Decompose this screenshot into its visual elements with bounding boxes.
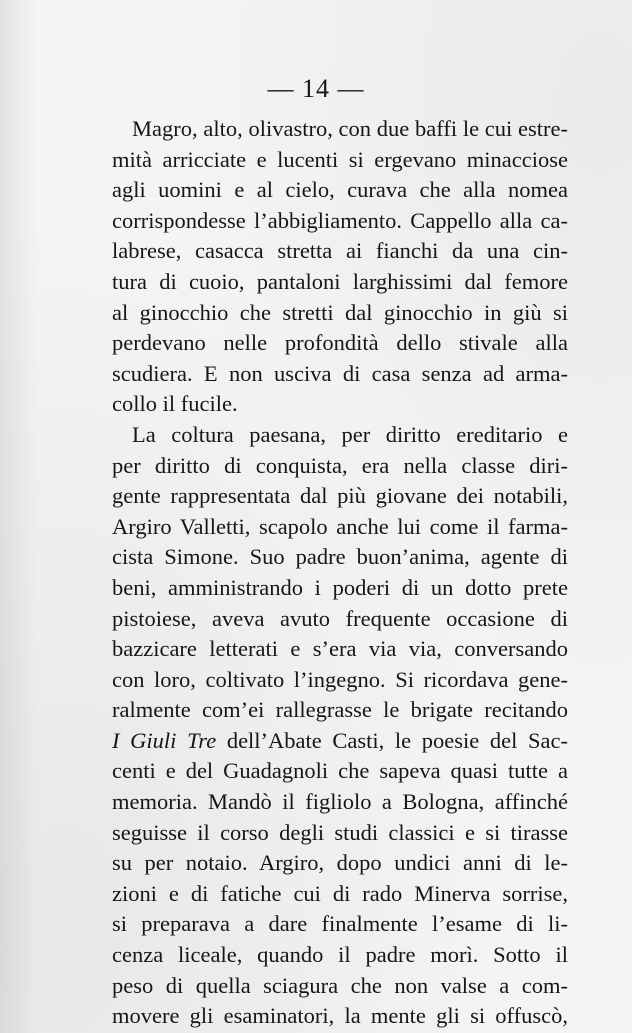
text-line: perdevano nelle profondità dello stivale alla: [112, 330, 568, 356]
text-line: labrese, casacca stretta ai fianchi da una cin-: [112, 238, 568, 264]
text-line: agli uomini e al cielo, curava che alla nomea: [112, 177, 568, 203]
text-line: bazzicare letterati e s’era via via, conversando: [112, 636, 568, 662]
text-line: beni, amministrando i poderi di un dotto prete: [112, 574, 568, 600]
text-line: cista Simone. Suo padre buon’anima, agente di: [112, 544, 568, 570]
text-line: ralmente com’ei rallegrasse le brigate recitando: [112, 697, 568, 723]
text-line: Argiro Valletti, scapolo anche lui come il farma-: [112, 513, 568, 539]
text-line: al ginocchio che stretti dal ginocchio in giù si: [112, 299, 568, 325]
text-line: memoria. Mandò il figliolo a Bologna, affinché: [112, 789, 568, 815]
text-line: I Giuli Tre dell’Abate Casti, le poesie del Sac-: [112, 727, 568, 753]
text-line: gente rappresentata dal più giovane dei notabili,: [112, 483, 568, 509]
text-line: seguisse il corso degli studi classici e si tirasse: [112, 819, 568, 845]
text-line: scudiera. E non usciva di casa senza ad arma-: [112, 360, 568, 386]
text-line: movere gli esaminatori, la mente gli si offuscò,: [112, 1003, 568, 1029]
text-line: su per notaio. Argiro, dopo undici anni di le-: [112, 850, 568, 876]
text-line: pistoiese, aveva avuto frequente occasione di: [112, 605, 568, 631]
page-number: — 14 —: [267, 74, 365, 103]
text-line: mità arricciate e lucenti si ergevano minacciose: [112, 146, 568, 172]
text-line: La coltura paesana, per diritto ereditario e: [132, 421, 568, 447]
text-line: per diritto di conquista, era nella classe diri-: [112, 452, 568, 478]
text-line: tura di cuoio, pantaloni larghissimi dal femore: [112, 268, 568, 294]
text-line: zioni e di fatiche cui di rado Minerva sorrise,: [112, 880, 568, 906]
text-line: peso di quella sciagura che non valse a com-: [112, 972, 568, 998]
text-line: Magro, alto, olivastro, con due baffi le cui estre-: [132, 116, 568, 141]
text-line: si preparava a dare finalmente l’esame di li-: [112, 911, 568, 937]
text-line: cenza liceale, quando il padre morì. Sotto il: [112, 942, 568, 968]
text-line: corrispondesse l’abbigliamento. Cappello alla ca-: [112, 207, 568, 233]
text-line: con loro, coltivato l’ingegno. Si ricordava gene-: [112, 666, 568, 692]
text-line: centi e del Guadagnoli che sapeva quasi tutte a: [112, 758, 568, 784]
page-edge-shadow: [0, 0, 38, 1033]
body-text: [112, 114, 568, 1032]
text-line: collo il fucile.: [112, 391, 238, 417]
